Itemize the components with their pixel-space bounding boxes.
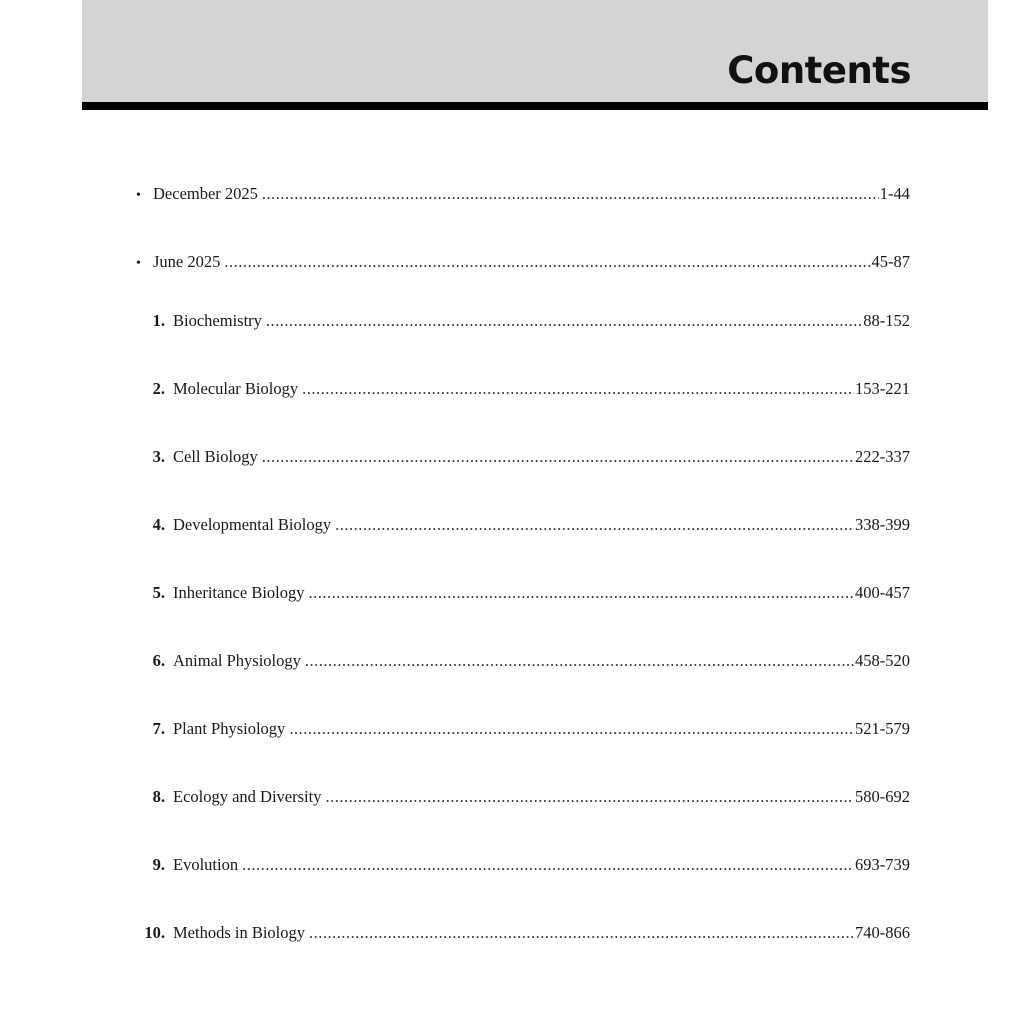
toc-entry-label: Plant Physiology [173, 719, 286, 738]
chapter-number: 6. [152, 651, 165, 670]
toc-entry-pages: 338-399 [855, 515, 910, 534]
toc-entry-chapter-2[interactable] [140, 377, 910, 401]
toc-entry-pages: 693-739 [855, 855, 910, 874]
dot-leader [309, 581, 854, 605]
toc-entry-pages: 521-579 [855, 719, 910, 738]
toc-entry-pages: 222-337 [855, 447, 910, 466]
toc-entry-label: Methods in Biology [173, 923, 306, 942]
chapter-number: 7. [152, 719, 165, 738]
toc-entry-chapter-8[interactable] [140, 785, 910, 809]
bullet-icon: • [136, 256, 141, 271]
toc-entry-pages: 153-221 [855, 379, 910, 398]
toc-entry-chapter-6[interactable] [140, 649, 910, 673]
chapter-number: 5. [152, 583, 165, 602]
dot-leader [224, 250, 870, 274]
dot-leader [325, 785, 854, 809]
dot-leader [262, 182, 879, 206]
toc-entry-june-2025[interactable] [136, 250, 910, 274]
chapter-number: 1. [152, 311, 165, 330]
toc-entry-pages: 45-87 [871, 252, 910, 271]
toc-entry-chapter-4[interactable] [140, 513, 910, 537]
dot-leader [289, 717, 854, 741]
toc-entry-label: December 2025 [153, 184, 258, 203]
toc-entry-chapter-3[interactable] [140, 445, 910, 469]
toc-entry-label: Molecular Biology [173, 379, 299, 398]
dot-leader [335, 513, 854, 537]
toc-entry-chapter-9[interactable] [140, 853, 910, 877]
toc-entry-chapter-7[interactable] [140, 717, 910, 741]
toc-entry-label: Ecology and Diversity [173, 787, 322, 806]
toc-entry-chapter-1[interactable] [140, 309, 910, 333]
chapter-number: 9. [152, 855, 165, 874]
dot-leader [305, 649, 854, 673]
toc-entry-label: Biochemistry [173, 311, 262, 330]
chapter-number: 8. [152, 787, 165, 806]
toc-entry-chapter-10[interactable] [140, 921, 910, 945]
toc-entry-pages: 740-866 [855, 923, 910, 942]
toc-entry-pages: 1-44 [879, 184, 910, 203]
toc-entry-pages: 458-520 [855, 651, 910, 670]
dot-leader [262, 445, 854, 469]
toc-entry-label: Inheritance Biology [173, 583, 305, 602]
toc-entry-label: Cell Biology [173, 447, 258, 466]
page-title: Contents [727, 49, 911, 92]
dot-leader [242, 853, 854, 877]
chapter-number: 3. [152, 447, 165, 466]
toc-entry-label: Developmental Biology [173, 515, 332, 534]
chapter-number: 2. [152, 379, 165, 398]
toc-entry-december-2025[interactable] [136, 182, 910, 206]
header-rule [82, 102, 988, 110]
bullet-icon: • [136, 188, 141, 203]
toc-entry-label: Evolution [173, 855, 239, 874]
dot-leader [266, 309, 862, 333]
toc-entry-chapter-5[interactable] [140, 581, 910, 605]
toc-entry-label: Animal Physiology [173, 651, 301, 670]
chapter-number: 4. [152, 515, 165, 534]
toc-entry-pages: 88-152 [863, 311, 910, 330]
toc-entry-pages: 400-457 [855, 583, 910, 602]
chapter-number: 10. [144, 923, 165, 942]
dot-leader [302, 377, 854, 401]
dot-leader [309, 921, 854, 945]
toc-entry-label: June 2025 [153, 252, 221, 271]
toc-entry-pages: 580-692 [855, 787, 910, 806]
